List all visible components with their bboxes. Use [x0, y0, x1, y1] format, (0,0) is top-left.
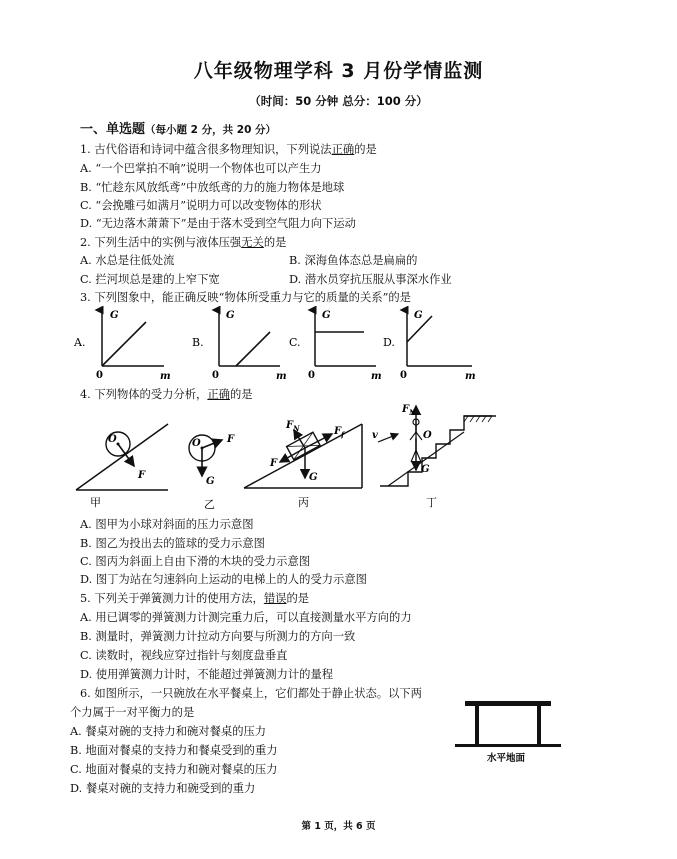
q5-stem: 5. 下列关于弹簧测力计的使用方法，错误的是 [80, 592, 310, 605]
q1-option-c: C. “会挽雕弓如满月”说明力可以改变物体的形状 [80, 199, 322, 212]
svg-text:A.: A. [74, 336, 86, 349]
q1-stem: 1. 古代俗语和诗词中蕴含很多物理知识，下列说法正确的是 [80, 143, 377, 156]
q2-stem: 2. 下列生活中的实例与液体压强无关的是 [80, 236, 287, 249]
q6-figure-label: 水平地面 [487, 753, 526, 764]
svg-text:O: O [423, 430, 432, 441]
page-title: 八年级物理学科 3 月份学情监测 [193, 60, 484, 82]
q4-stem: 4. 下列物体的受力分析，正确的是 [80, 388, 253, 401]
q6-option-a: A. 餐桌对碗的支持力和碗对餐桌的压力 [70, 725, 267, 738]
svg-text:G: G [226, 310, 235, 321]
q4-option-c: C. 图丙为斜面上自由下滑的木块的受力示意图 [80, 555, 311, 568]
q2-option-c: C. 拦河坝总是建的上窄下宽 [80, 273, 220, 286]
svg-text:Ff: $F_f$ [334, 426, 345, 439]
q4-figure-yi [189, 434, 235, 511]
section-heading [80, 118, 276, 137]
svg-text:D.: D. [383, 336, 395, 349]
svg-text:O: O [108, 434, 117, 445]
q3-graph-d [383, 310, 476, 382]
q4-figure-ding [372, 404, 496, 509]
q4-figures [72, 402, 512, 514]
svg-text:0: 0 [96, 370, 103, 381]
q1-option-d: D. “无边落木萧萧下”是由于落木受到空气阻力向下运动 [80, 217, 356, 230]
svg-text:G: G [309, 472, 318, 483]
svg-text:0: 0 [400, 370, 407, 381]
q6-option-c: C. 地面对餐桌的支持力和碗对餐桌的压力 [70, 763, 278, 776]
svg-text:丁: 丁 [426, 496, 437, 509]
q3-graph-c [289, 310, 382, 382]
svg-text:G: G [322, 310, 331, 321]
svg-text:G: G [206, 476, 215, 487]
q4-figure-bing [244, 420, 362, 509]
svg-text:F: F [138, 470, 146, 481]
q4-figure-jia [76, 424, 168, 509]
q3-graph-a [73, 310, 171, 382]
svg-text:甲: 甲 [90, 496, 101, 509]
q6-figure-table [455, 695, 565, 771]
q4-option-b: B. 图乙为投出去的篮球的受力示意图 [80, 537, 265, 550]
section-title: 一、单选题 [80, 122, 146, 137]
svg-text:v: v [372, 430, 378, 441]
q3-graphs [72, 306, 492, 384]
q6-option-d: D. 餐桌对碗的支持力和碗受到的重力 [70, 782, 256, 795]
q4-option-a: A. 图甲为小球对斜面的压力示意图 [80, 518, 254, 531]
svg-text:F: F [270, 458, 278, 469]
q2-option-b: B. 深海鱼体态总是扁扁的 [289, 254, 418, 267]
q5-option-a: A. 用已调零的弹簧测力计测完重力后，可以直接测量水平方向的力 [80, 611, 412, 624]
q1-option-b: B. “忙趁东风放纸鸢”中放纸鸢的力的施力物体是地球 [80, 181, 345, 194]
svg-text:G: G [421, 464, 430, 475]
q2-option-d: D. 潜水员穿抗压服从事深水作业 [289, 273, 452, 286]
svg-text:丙: 丙 [298, 496, 309, 509]
q5-option-d: D. 使用弹簧测力计时，不能超过弹簧测力计的量程 [80, 668, 334, 681]
svg-text:C.: C. [289, 336, 301, 349]
svg-text:B.: B. [192, 336, 204, 349]
svg-text:G: G [110, 310, 119, 321]
svg-text:m: m [371, 371, 382, 382]
section-note: （每小题 2 分，共 20 分） [145, 124, 277, 136]
svg-text:FN: $F_N$ [402, 404, 416, 417]
q6-stem-line2: 个力属于一对平衡力的是 [70, 706, 195, 719]
svg-text:0: 0 [212, 370, 219, 381]
q6-stem-line1: 6. 如图所示，一只碗放在水平餐桌上，它们都处于静止状态。以下两 [80, 687, 422, 700]
q4-option-d: D. 图丁为站在匀速斜向上运动的电梯上的人的受力示意图 [80, 573, 367, 586]
q5-option-b: B. 测量时，弹簧测力计拉动方向要与所测力的方向一致 [80, 630, 356, 643]
svg-text:F: F [227, 434, 235, 445]
q5-option-c: C. 读数时，视线应穿过指针与刻度盘垂直 [80, 649, 288, 662]
svg-text:m: m [465, 371, 476, 382]
svg-text:G: G [414, 310, 423, 321]
svg-text:O: O [192, 438, 201, 449]
q2-option-a: A. 水总是往低处流 [80, 254, 175, 267]
svg-text:FN: $F_N$ [286, 420, 300, 433]
exam-info: （时间：50 分钟 总分：100 分） [249, 94, 428, 108]
page-number: 第 1 页，共 6 页 [301, 821, 376, 832]
svg-text:m: m [160, 371, 171, 382]
svg-text:乙: 乙 [204, 498, 215, 511]
svg-text:m: m [276, 371, 287, 382]
q3-stem: 3. 下列图象中，能正确反映“物体所受重力与它的质量的关系”的是 [80, 291, 411, 304]
svg-text:0: 0 [308, 370, 315, 381]
q3-graph-b [192, 310, 287, 382]
q6-option-b: B. 地面对餐桌的支持力和餐桌受到的重力 [70, 744, 278, 757]
q1-option-a: A. “一个巴掌拍不响”说明一个物体也可以产生力 [80, 162, 322, 175]
